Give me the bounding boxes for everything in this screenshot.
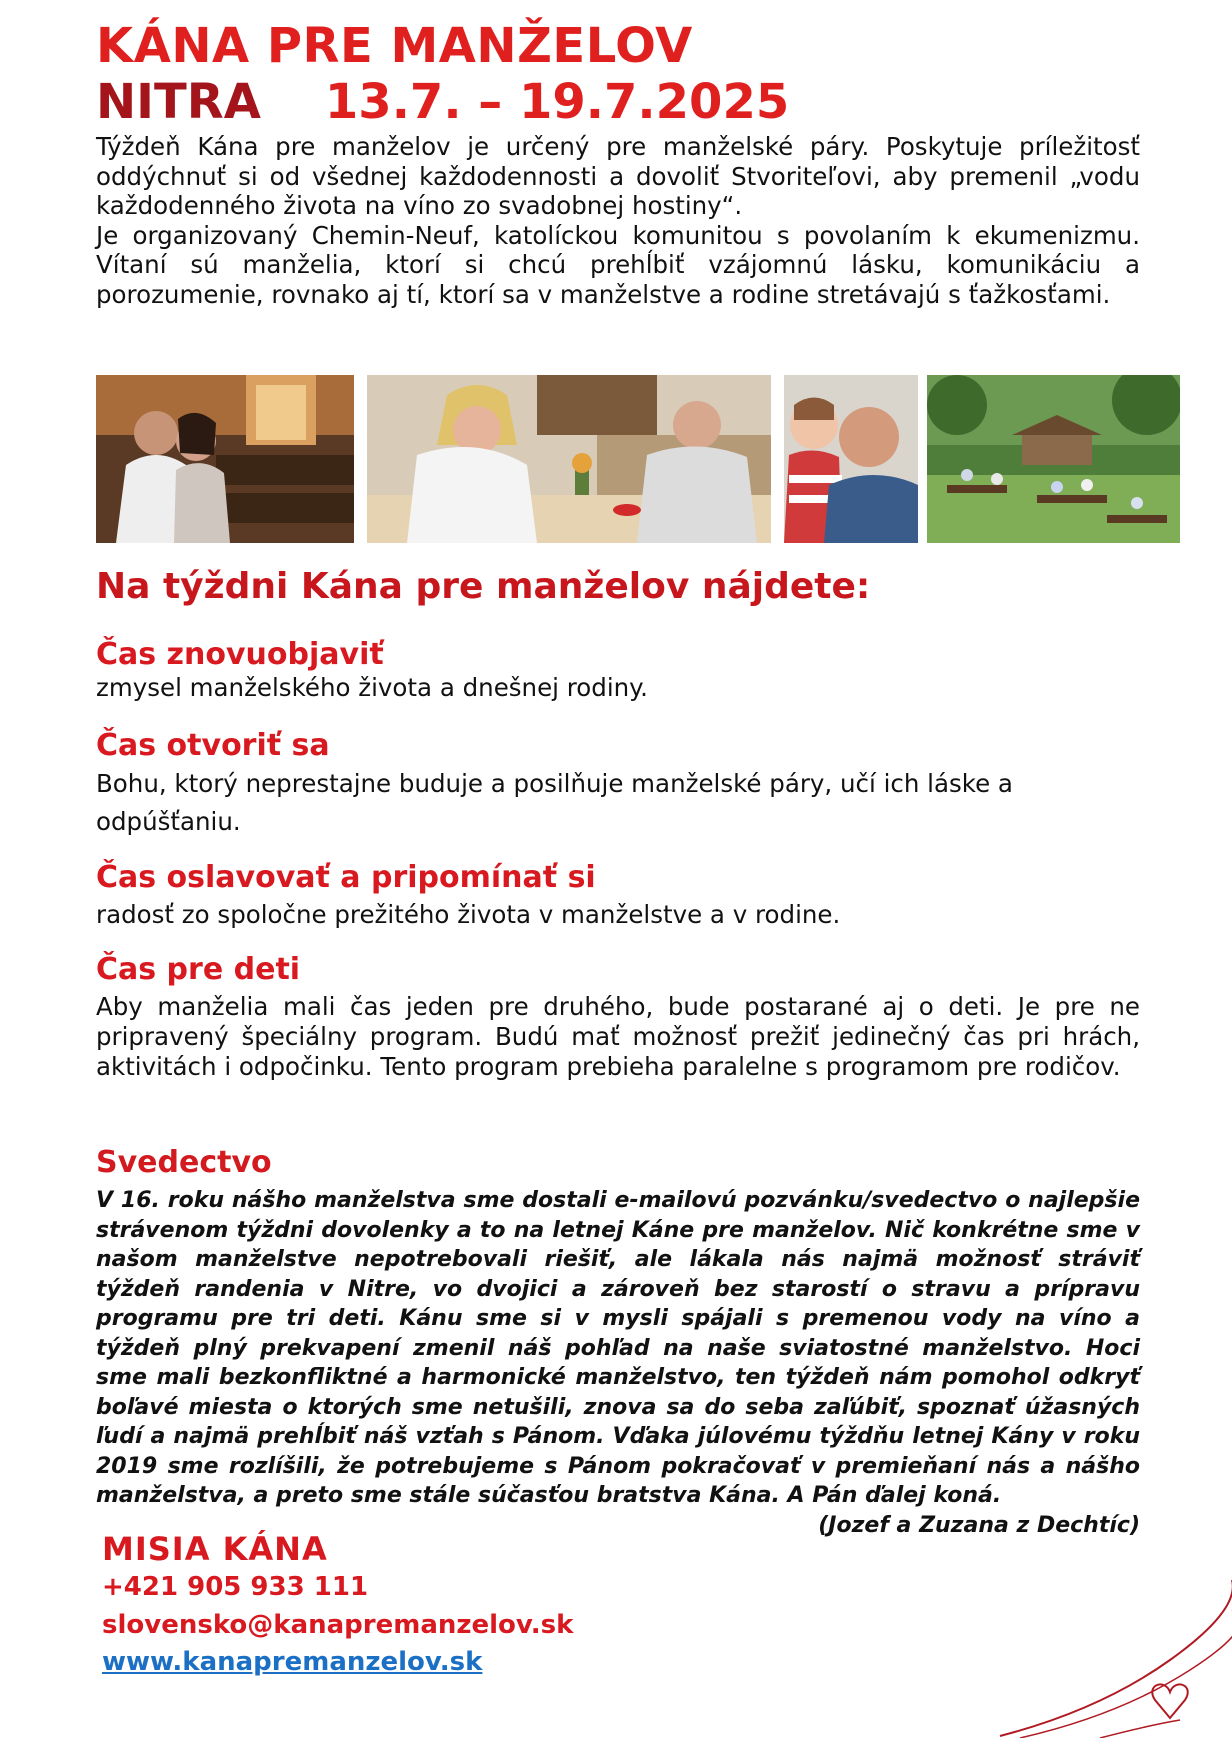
couple-at-table-photo — [367, 375, 771, 543]
intro-paragraph-1: Týždeň Kána pre manželov je určený pre manželské páry. Poskytuje príležitosť oddýchnuť si od všednej každodennosti a dovoliť Stvoriteľovi, aby premenil „vodu každodenného života na víno zo svadobnej hostiny“. — [96, 132, 1140, 220]
section-heading: Na týždni Kána pre manželov nájdete: — [96, 566, 871, 607]
testimony-heading: Svedectvo — [96, 1145, 272, 1180]
item-heading-celebrate: Čas oslavovať a pripomínať si — [96, 860, 596, 895]
testimony-text — [96, 1186, 1140, 1540]
contact-title: MISIA KÁNA — [102, 1530, 328, 1568]
photo-strip — [0, 375, 1232, 543]
item-heading-children: Čas pre deti — [96, 952, 301, 987]
intro-paragraph-2: Je organizovaný Chemin-Neuf, katolíckou komunitou s povolaním k ekumenizmu. Vítaní sú manželia, ktorí si chcú prehĺbiť vzájomnú lásku, komunikáciu a porozumenie, rovnako aj tí, ktorí sa v manželstve a rodine stretávajú s ťažkosťami. — [96, 220, 1140, 309]
item-text-open-up: Bohu, ktorý neprestajne buduje a posilňuje manželské páry, učí ich láske a odpúšťaniu. — [96, 769, 1013, 836]
outdoor-gathering-photo — [927, 375, 1180, 543]
event-city: NITRA — [96, 74, 261, 130]
testimony-signature: (Jozef a Zuzana z Dechtíc) — [818, 1512, 1140, 1538]
item-heading-rediscover: Čas znovuobjaviť — [96, 637, 384, 672]
event-location-dates — [96, 74, 789, 130]
item-text-children: Aby manželia mali čas jeden pre druhého, bude postarané aj o deti. Je pre ne pripravený špeciálny program. Budú mať možnosť prežiť jedinečný čas pri hrách, aktivitách i odpočinku. Tento program prebieha paralelne s programom pre rodičov. — [96, 992, 1140, 1081]
couple-in-church-photo — [96, 375, 354, 543]
intro-text — [96, 132, 1140, 309]
item-text-celebrate: radosť zo spoločne prežitého života v manželstve a v rodine. — [96, 900, 841, 929]
item-heading-open-up: Čas otvoriť sa — [96, 728, 330, 763]
heart-ornament-icon — [980, 1560, 1232, 1738]
testimony-body: V 16. roku nášho manželstva sme dostali e-mailovú pozvánku/svedectvo o najlepšie strávenom týždni dovolenky a to na letnej Káne pre manželov. Nič konkrétne sme v našom manželstve nepotrebovali riešiť, ale lákala nás najmä možnosť stráviť týždeň randenia v Nitre, vo dvojici a zároveň bez starostí o stravu a prípravu programu pre tri deti. Kánu sme si v mysli spájali s premenou vody na víno a týždeň plný prekvapení zmenil náš pohľad na naše sviatostné manželstvo. Hoci sme mali bezkonfliktné a harmonické manželstvo, ten týždeň nám pomohol odkryť boľavé miesta o ktorých sme netušili, znova sa do seba zaľúbiť, spoznať úžasných ľudí a najmä prehĺbiť náš vzťah s Pánom. Vďaka júlovému týždňu letnej Kány v roku 2019 sme rozlíšili, že potrebujeme s Pánom pokračovať v premieňaní nás a nášho manželstva, a preto sme stále súčasťou bratstva Kána. A Pán ďalej koná. — [96, 1188, 1140, 1508]
contact-phone[interactable]: +421 905 933 111 — [102, 1572, 369, 1602]
grandfather-with-child-photo — [784, 375, 918, 543]
contact-email[interactable]: slovensko@kanapremanzelov.sk — [102, 1610, 574, 1640]
website-link[interactable]: www.kanapremanzelov.sk — [102, 1647, 483, 1677]
item-text-rediscover: zmysel manželského života a dnešnej rodiny. — [96, 673, 648, 702]
page-title: KÁNA PRE MANŽELOV — [96, 18, 693, 74]
event-dates: 13.7. – 19.7.2025 — [324, 74, 790, 130]
